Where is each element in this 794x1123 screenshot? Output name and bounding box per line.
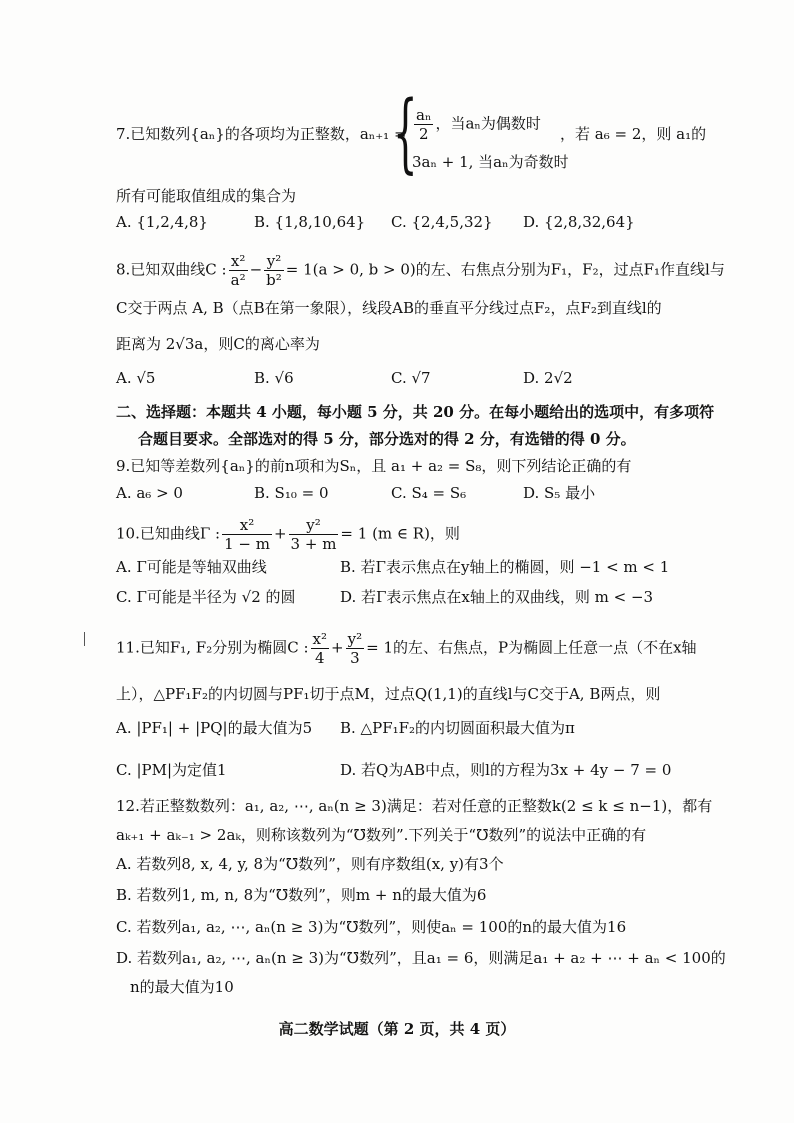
q7-option-d: D. {2,8,32,64} bbox=[523, 213, 635, 231]
q11-frac-y: $\frac{\text{y²}}{3}$ bbox=[347, 630, 363, 667]
page-footer: 高二数学试题（第 2 页，共 4 页） bbox=[278, 1020, 516, 1038]
q9-option-a: A. a₆ > 0 bbox=[116, 484, 183, 502]
q8-line1 bbox=[116, 252, 725, 289]
q11-option-c: C. |PM|为定值1 bbox=[116, 761, 227, 779]
q11-pre: 11.已知F₁, F₂分别为椭圆C : bbox=[116, 638, 309, 657]
q9-option-d: D. S₅ 最小 bbox=[523, 484, 596, 502]
q10-line1 bbox=[116, 516, 460, 553]
q8-option-c: C. √7 bbox=[391, 369, 431, 387]
q8-frac-y: $\frac{\text{y²}}{\text{b²}}$ bbox=[266, 252, 282, 289]
q10-option-b: B. 若Γ表示焦点在y轴上的椭圆，则 −1 < m < 1 bbox=[340, 558, 670, 576]
q8-pre: 8.已知双曲线C : bbox=[116, 260, 227, 279]
q11-plus: + bbox=[331, 638, 344, 657]
q8-line2: C交于两点 A, B（点B在第一象限），线段AB的垂直平分线过点F₂，点F₂到直线l的 bbox=[116, 299, 662, 317]
q9-option-c: C. S₄ = S₆ bbox=[391, 484, 467, 502]
q8-option-a: A. √5 bbox=[116, 369, 156, 387]
q7-option-b: B. {1,8,10,64} bbox=[254, 213, 366, 231]
q11-line1 bbox=[116, 630, 697, 667]
q12-option-d-cont: n的最大值为10 bbox=[130, 978, 234, 996]
q12-option-d: D. 若数列a₁, a₂, ⋯, aₙ(n ≥ 3)为“℧数列”，且a₁ = 6，则满足a₁ + a₂ + ⋯ + aₙ < 100的 bbox=[116, 949, 726, 967]
q12-line1: 12.若正整数数列：a₁, a₂, ⋯, aₙ(n ≥ 3)满足：若对任意的正整数k(2 ≤ k ≤ n−1)，都有 bbox=[116, 797, 713, 815]
section2-line1: 二、选择题：本题共 4 小题，每小题 5 分，共 20 分。在每小题给出的选项中，有多项符 bbox=[116, 403, 715, 421]
q10-post: = 1 (m ∈ R)，则 bbox=[340, 524, 460, 543]
q12-option-b: B. 若数列1, m, n, 8为“℧数列”，则m + n的最大值为6 bbox=[116, 886, 487, 904]
q11-option-b: B. △PF₁F₂的内切圆面积最大值为π bbox=[340, 719, 575, 737]
q7-stem-b: ，若 a₆ = 2，则 a₁的 bbox=[560, 125, 707, 143]
q8-post: = 1(a > 0, b > 0)的左、右焦点分别为F₁，F₂，过点F₁作直线l与 bbox=[285, 260, 725, 279]
q7-case1-cond: ，当aₙ为偶数时 bbox=[435, 114, 541, 133]
q11-post: = 1的左、右焦点，P为椭圆上任意一点（不在x轴 bbox=[366, 638, 697, 657]
q7-option-c: C. {2,4,5,32} bbox=[391, 213, 493, 231]
q12-line2: aₖ₊₁ + aₖ₋₁ > 2aₖ，则称该数列为“℧数列”.下列关于“℧数列”的说法中正确的有 bbox=[116, 826, 647, 844]
section2-line2: 合题目要求。全部选对的得 5 分，部分选对的得 2 分，有选错的得 0 分。 bbox=[138, 430, 636, 448]
q7-line2: 所有可能取值组成的集合为 bbox=[116, 187, 297, 205]
q8-minus: − bbox=[249, 260, 263, 279]
q10-option-c: C. Γ可能是半径为 √2 的圆 bbox=[116, 588, 296, 606]
q12-option-c: C. 若数列a₁, a₂, ⋯, aₙ(n ≥ 3)为“℧数列”，则使aₙ = 100的n的最大值为16 bbox=[116, 918, 627, 936]
q7-option-a: A. {1,2,4,8} bbox=[116, 213, 208, 231]
q10-option-a: A. Γ可能是等轴双曲线 bbox=[116, 558, 267, 576]
q9-option-b: B. S₁₀ = 0 bbox=[254, 484, 329, 502]
margin-mark bbox=[84, 632, 85, 646]
q7-case1-frac: $\frac{\text{aₙ}}{2}$ bbox=[416, 106, 432, 143]
q11-option-d: D. 若Q为AB中点，则l的方程为3x + 4y − 7 = 0 bbox=[340, 761, 672, 779]
q11-frac-x: $\frac{\text{x²}}{4}$ bbox=[312, 630, 328, 667]
q7-brace: { bbox=[393, 83, 418, 183]
q7-case1 bbox=[412, 106, 541, 143]
q11-option-a: A. |PF₁| + |PQ|的最大值为5 bbox=[116, 719, 313, 737]
q10-frac-x: $\frac{\text{x²}}{1 - m}$ bbox=[224, 516, 270, 553]
q12-option-a: A. 若数列8, x, 4, y, 8为“℧数列”，则有序数组(x, y)有3个 bbox=[116, 855, 504, 873]
q8-frac-x: $\frac{\text{x²}}{\text{a²}}$ bbox=[230, 252, 246, 289]
q10-option-d: D. 若Γ表示焦点在x轴上的双曲线，则 m < −3 bbox=[340, 588, 654, 606]
q8-option-b: B. √6 bbox=[254, 369, 294, 387]
q11-line2: 上），△PF₁F₂的内切圆与PF₁切于点M，过点Q(1,1)的直线l与C交于A, B两点，则 bbox=[116, 685, 661, 703]
q10-frac-y: $\frac{\text{y²}}{3 + m}$ bbox=[290, 516, 337, 553]
q7-stem-a: 7.已知数列{aₙ}的各项均为正整数，aₙ₊₁ = bbox=[116, 125, 407, 143]
q10-pre: 10.已知曲线Γ : bbox=[116, 524, 221, 543]
q8-option-d: D. 2√2 bbox=[523, 369, 573, 387]
q8-line3: 距离为 2√3a，则C的离心率为 bbox=[116, 335, 320, 353]
q10-plus: + bbox=[273, 524, 287, 543]
q9-stem: 9.已知等差数列{aₙ}的前n项和为Sₙ，且 a₁ + a₂ = S₈，则下列结论正确的有 bbox=[116, 457, 632, 475]
q7-case2: 3aₙ + 1, 当aₙ为奇数时 bbox=[412, 153, 569, 171]
